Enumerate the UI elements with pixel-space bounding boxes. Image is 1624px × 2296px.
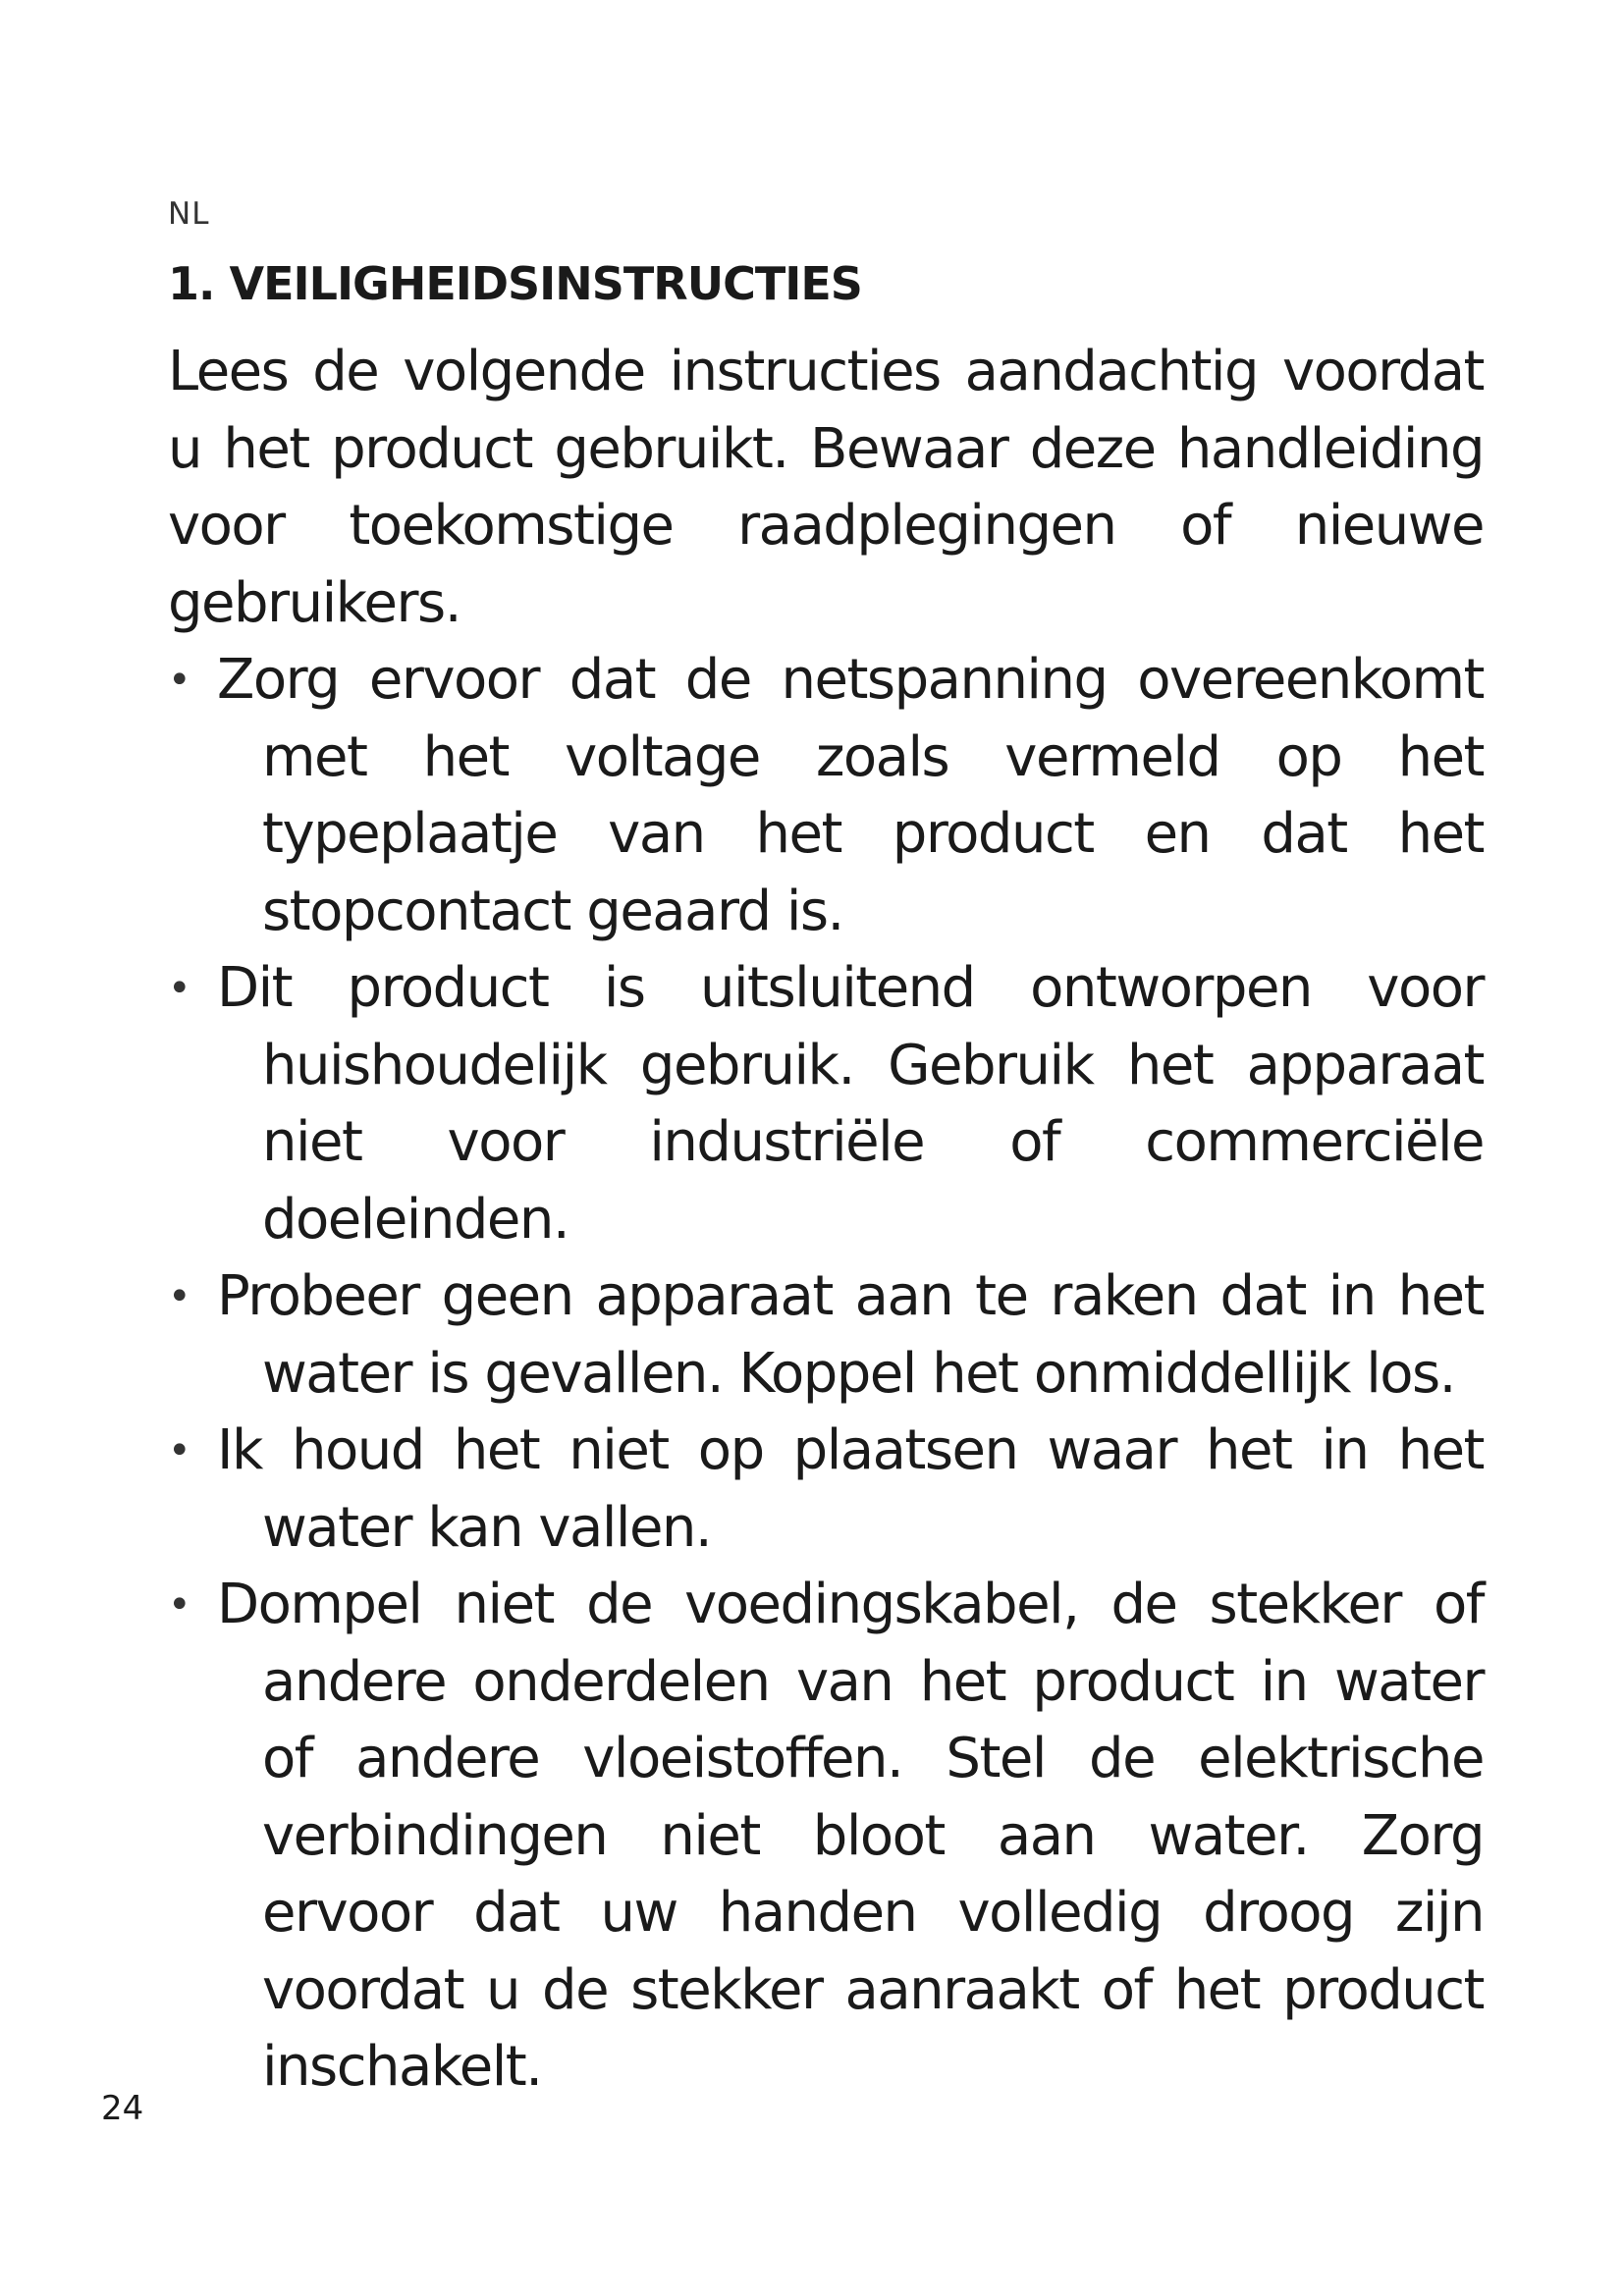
list-item-text: Ik houd het niet op plaatsen waar het in het water kan vallen. — [217, 1418, 1484, 1560]
bullet-icon: • — [168, 1274, 190, 1319]
bullet-icon: • — [168, 1428, 190, 1473]
page-number: 24 — [101, 2089, 144, 2128]
intro-paragraph: Lees de volgende instructies aandachtig voordat u het product gebruikt. Bewaar deze handleiding voor toekomstige raadplegingen of nieuwe gebruikers. — [168, 340, 1484, 635]
safety-instructions-body — [168, 334, 1484, 2107]
list-item — [168, 1258, 1484, 1413]
bullet-icon: • — [168, 966, 190, 1011]
list-item — [168, 642, 1484, 950]
list-item — [168, 1413, 1484, 1567]
list-item-text: Dit product is uitsluitend ontworpen voor huishoudelijk gebruik. Gebruik het apparaat niet voor industriële of commerciële doeleinden. — [217, 956, 1484, 1252]
list-item-text: Probeer geen apparaat aan te raken dat in het water is gevallen. Koppel het onmiddellijk los. — [217, 1264, 1484, 1406]
safety-bullet-list — [168, 642, 1484, 2107]
list-item-text: Zorg ervoor dat de netspanning overeenkomt met het voltage zoals vermeld op het typeplaatje van het product en dat het stopcontact geaard is. — [217, 648, 1484, 943]
list-item-text: Dompel niet de voedingskabel, de stekker of andere onderdelen van het product in water of andere vloeistoffen. Stel de elektrische verbindingen niet bloot aan water. Zorg ervoor dat uw handen volledig droog zijn voordat u de stekker aanraakt of het product inschakelt. — [217, 1573, 1484, 2099]
language-label: NL — [168, 196, 210, 232]
bullet-icon: • — [168, 658, 190, 703]
section-heading: 1. VEILIGHEIDSINSTRUCTIES — [168, 257, 862, 310]
list-item — [168, 1567, 1484, 2107]
list-item — [168, 950, 1484, 1258]
bullet-icon: • — [168, 1582, 190, 1628]
